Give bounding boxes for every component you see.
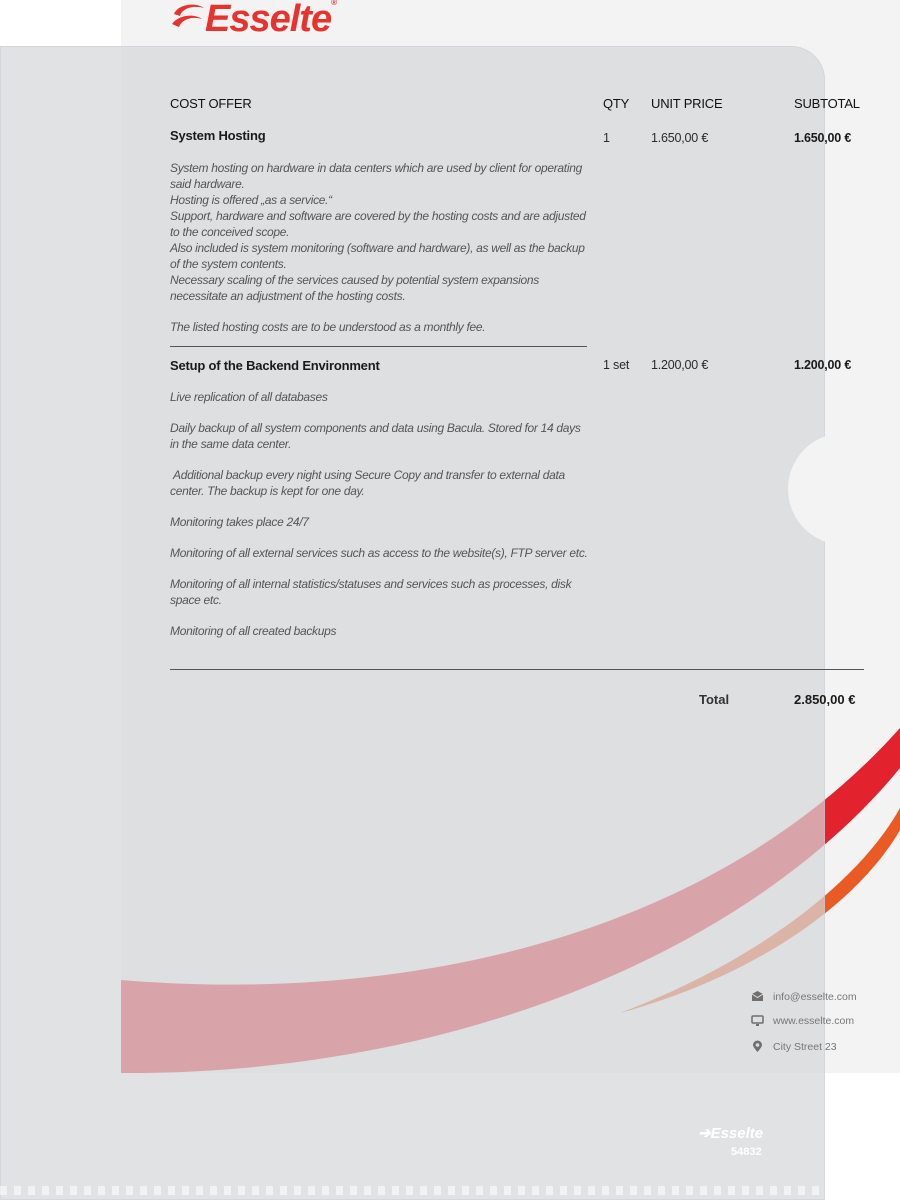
item-subtotal: 1.650,00 € (794, 131, 852, 145)
total-value: 2.850,00 € (794, 692, 856, 707)
contact-email-text: info@esselte.com (773, 990, 857, 1003)
location-pin-icon (751, 1040, 764, 1053)
sleeve-brand-print: ➔Esselte (698, 1125, 764, 1142)
total-divider (170, 669, 864, 670)
item-qty: 1 (603, 131, 610, 145)
header-subtotal: SUBTOTAL (794, 96, 860, 111)
item-unit-price: 1.200,00 € (651, 358, 709, 372)
header-cost-offer: COST OFFER (170, 96, 252, 111)
item-unit-price: 1.650,00 € (651, 131, 709, 145)
description-paragraph: Monitoring of all internal statistics/statuses and services such as processes, disk space etc. (170, 577, 575, 607)
monitor-icon (751, 1014, 764, 1027)
description-paragraph: Daily backup of all system components and data using Bacula. Stored for 14 days in the same data center. (170, 421, 584, 451)
description-paragraph: Monitoring of all created backups (170, 624, 337, 638)
item-description (170, 389, 588, 654)
item-title-backend-setup: Setup of the Backend Environment (170, 358, 380, 373)
contact-website[interactable] (751, 1014, 854, 1027)
brand-name: Esselte® (205, 0, 336, 40)
description-paragraph: Monitoring of all external services such as access to the website(s), FTP server etc. (170, 546, 588, 560)
item-subtotal: 1.200,00 € (794, 358, 852, 372)
header-qty: QTY (603, 96, 630, 111)
contact-address-text: City Street 23 (773, 1040, 837, 1053)
sleeve-product-code: 54832 (731, 1146, 762, 1158)
contact-email[interactable] (751, 990, 857, 1003)
contact-website-text: www.esselte.com (773, 1014, 855, 1027)
description-paragraph: Additional backup every night using Secure Copy and transfer to external data center. The backup is kept for one day. (170, 468, 568, 498)
brand-logo (170, 0, 370, 40)
header-unit-price: UNIT PRICE (651, 96, 723, 111)
description-paragraph: System hosting on hardware in data centers which are used by client for operating said hardware. Hosting is offered „as a service.“ Support, hardware and software are covered by the hosting costs and are adjusted to the conceived scope. Also included is system monitoring (software and hardware), as well as the backup of the system contents. Necessary scaling of the services caused by potential system expansions necessitate an adjustment of the hosting costs. (170, 161, 586, 303)
item-description (170, 160, 588, 350)
contact-address (751, 1040, 837, 1053)
esselte-mark-icon (170, 2, 206, 34)
item-title-system-hosting: System Hosting (170, 128, 266, 143)
item-qty: 1 set (603, 358, 630, 372)
total-label: Total (699, 692, 730, 707)
envelope-icon (751, 990, 764, 1003)
description-paragraph: Live replication of all databases (170, 390, 328, 404)
description-paragraph: The listed hosting costs are to be understood as a monthly fee. (170, 320, 486, 334)
sleeve-bottom-seam (0, 1186, 825, 1195)
item-divider (170, 346, 587, 347)
description-paragraph: Monitoring takes place 24/7 (170, 515, 309, 529)
thumb-cutout (788, 433, 900, 545)
